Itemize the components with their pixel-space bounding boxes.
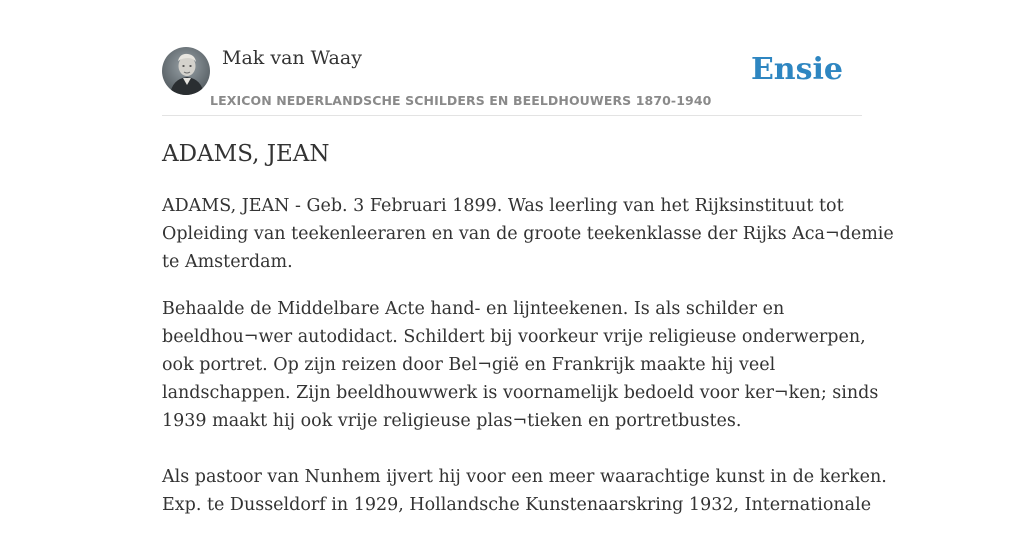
author-portrait-icon [162,47,210,95]
paragraph-line: Opleiding van teekenleeraren en van de groote teekenklasse der Rijks Aca¬demie [162,224,894,244]
author-avatar[interactable] [162,47,210,95]
paragraph [162,295,879,435]
paragraph-line: Exp. te Dusseldorf in 1929, Hollandsche Kunstenaarskring 1932, Internationale [162,495,872,515]
paragraph [162,463,887,519]
brand-logo[interactable]: Ensie [750,52,843,87]
paragraph [162,192,894,276]
paragraph-line: landschappen. Zijn beeldhouwwerk is voornamelijk bedoeld voor ker¬ken; sinds [162,383,879,403]
article-header [162,0,862,116]
paragraph-line: ADAMS, JEAN - Geb. 3 Februari 1899. Was leerling van het Rijksinstituut tot [162,196,844,216]
paragraph-line: Als pastoor van Nunhem ijvert hij voor een meer waarachtige kunst in de kerken. [162,467,887,487]
article-page [162,0,894,515]
paragraph-line: beeldhou¬wer autodidact. Schildert bij voorkeur vrije religieuse onderwerpen, [162,327,866,347]
paragraph-line: Behaalde de Middelbare Acte hand- en lijnteekenen. Is als schilder en [162,299,785,319]
author-name[interactable]: Mak van Waay [222,47,362,69]
paragraph-line: 1939 maakt hij ook vrije religieuse plas¬tieken en portretbustes. [162,411,742,431]
paragraph-line: ook portret. Op zijn reizen door Bel¬gië en Frankrijk maakte hij veel [162,355,776,375]
paragraph-line: te Amsterdam. [162,252,293,272]
collection-title[interactable]: LEXICON NEDERLANDSCHE SCHILDERS EN BEELDHOUWERS 1870-1940 [210,93,712,108]
article-body [162,192,894,538]
article-title: ADAMS, JEAN [162,141,330,167]
